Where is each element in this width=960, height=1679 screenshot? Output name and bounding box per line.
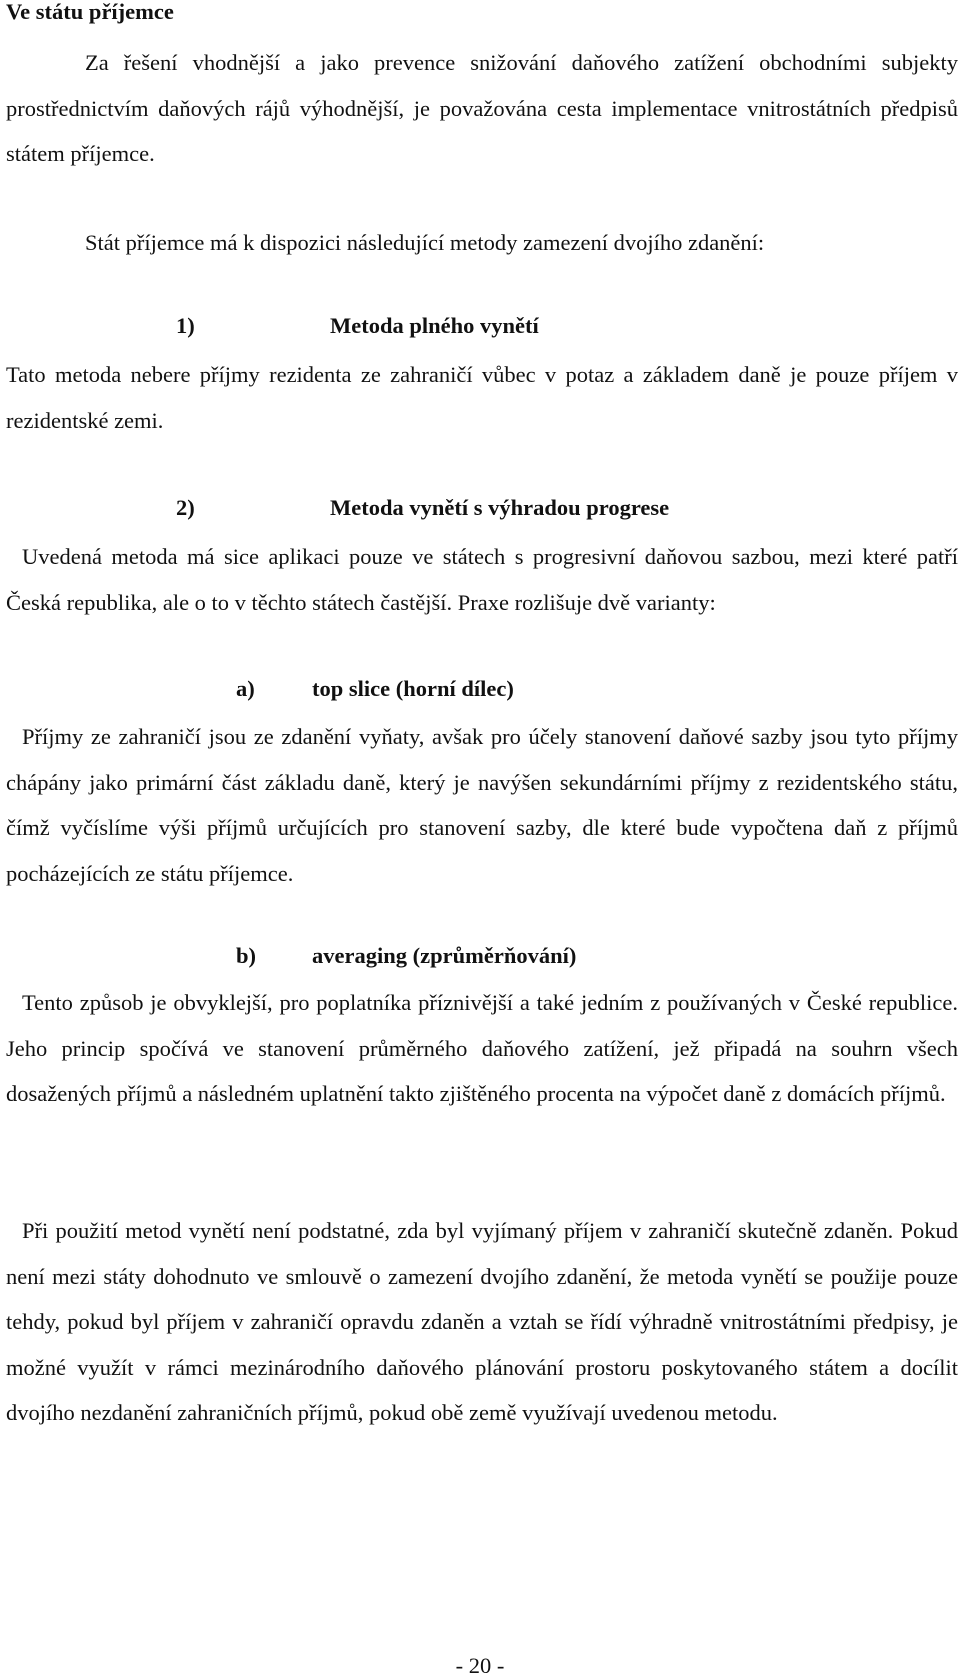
- variant-a-title: top slice (horní dílec): [312, 676, 514, 701]
- paragraph-variant-a: Příjmy ze zahraničí jsou ze zdanění vyňaty, avšak pro účely stanovení daňové sazby jsou tyto příjmy chápány jako primární část základu daně, který je navýšen sekundárními příjmy z rezidentského státu, čímž vyčíslíme výši příjmů určujících pro stanovení sazby, dle které bude vypočtena daň z příjmů pocházejících ze státu příjemce.: [6, 724, 958, 886]
- variant-b-title: averaging (zprůměrňování): [312, 943, 577, 968]
- method-2-number: 2): [176, 495, 195, 520]
- method-1-number: 1): [176, 313, 195, 338]
- paragraph-intro: Za řešení vhodnější a jako prevence snižování daňového zatížení obchodními subjekty prostřednictvím daňových rájů výhodnější, je považována cesta implementace vnitrostátních předpisů státem příjemce.: [6, 50, 958, 167]
- section-heading: Ve státu příjemce: [6, 0, 174, 24]
- paragraph-method-2: Uvedená metoda má sice aplikaci pouze ve státech s progresivní daňovou sazbou, mezi které patří Česká republika, ale o to v těchto státech častější. Praxe rozlišuje dvě varianty:: [6, 544, 958, 615]
- paragraph-methods-intro: Stát příjemce má k dispozici následující metody zamezení dvojího zdanění:: [85, 230, 765, 255]
- method-1-title: Metoda plného vynětí: [330, 313, 539, 338]
- page-number: - 20 -: [455, 1653, 505, 1678]
- variant-a-letter: a): [236, 676, 255, 701]
- variant-b-letter: b): [236, 943, 257, 968]
- paragraph-variant-b: Tento způsob je obvyklejší, pro poplatníka příznivější a také jedním z používaných v České republice. Jeho princip spočívá ve stanovení průměrného daňového zatížení, jež připadá na souhrn všech dosažených příjmů a následném uplatnění takto zjištěného procenta na výpočet daně z domácích příjmů.: [6, 990, 958, 1107]
- paragraph-method-1: Tato metoda nebere příjmy rezidenta ze zahraničí vůbec v potaz a základem daně je pouze příjem v rezidentské zemi.: [6, 362, 958, 433]
- method-2-title: Metoda vynětí s výhradou progrese: [330, 495, 670, 520]
- paragraph-exemption-note: Při použití metod vynětí není podstatné, zda byl vyjímaný příjem v zahraničí skutečně zdaněn. Pokud není mezi státy dohodnuto ve smlouvě o zamezení dvojího zdanění, že metoda vynětí se použije pouze tehdy, pokud byl příjem v zahraničí opravdu zdaněn a vztah se řídí výhradně vnitrostátními předpisy, je možné využít v rámci mezinárodního daňového plánování prostoru poskytovaného státem a docílit dvojího nezdanění zahraničních příjmů, pokud obě země využívají uvedenou metodu.: [6, 1218, 958, 1426]
